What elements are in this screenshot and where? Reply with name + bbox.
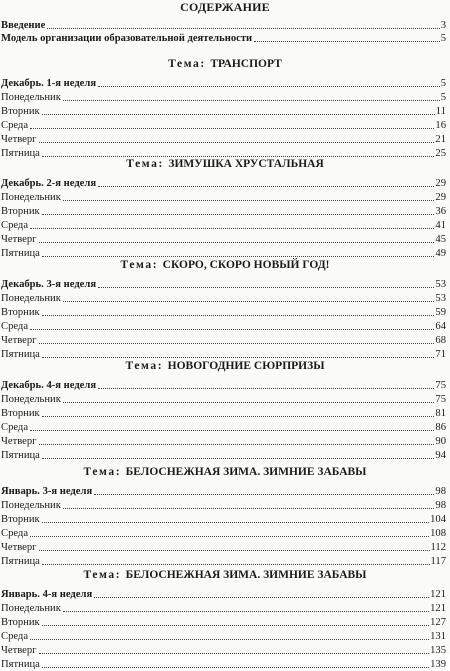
day-entry — [1, 246, 446, 260]
day-entry-page-number: 75 — [435, 394, 446, 405]
intro-entry — [1, 31, 446, 45]
day-entry — [1, 347, 446, 361]
week-entry — [1, 176, 446, 190]
dot-leader — [39, 141, 435, 143]
day-entry — [1, 392, 446, 406]
day-entry-page-number: 81 — [435, 408, 446, 419]
day-entry — [1, 540, 446, 554]
day-entry — [1, 190, 446, 204]
week-entry-label: Декабрь. 4-я неделя — [1, 380, 97, 391]
week-entry-label: Декабрь. 1-я неделя — [1, 78, 97, 89]
day-entry-page-number: 112 — [430, 542, 446, 553]
day-entry-page-number: 139 — [430, 659, 446, 670]
day-entry-label: Пятница — [1, 450, 40, 461]
day-entry-page-number: 25 — [435, 148, 446, 159]
day-entry-page-number: 41 — [435, 220, 446, 231]
day-entry — [1, 512, 446, 526]
intro-entry-page-number: 5 — [440, 33, 446, 44]
dot-leader — [63, 610, 429, 612]
week-entry-label: Декабрь. 2-я неделя — [1, 178, 97, 189]
dot-leader — [42, 356, 435, 358]
day-entry — [1, 218, 446, 232]
dot-leader — [39, 342, 435, 344]
day-entry-label: Вторник — [1, 514, 40, 525]
week-entry-page-number: 98 — [435, 486, 446, 497]
dot-leader — [39, 241, 435, 243]
day-entry-page-number: 59 — [435, 307, 446, 318]
theme-prefix: Тема: — [126, 158, 169, 170]
day-entry-page-number: 45 — [435, 234, 446, 245]
day-entry — [1, 643, 446, 657]
day-entry-label: Вторник — [1, 206, 40, 217]
dot-leader — [30, 535, 429, 537]
theme-heading — [0, 360, 450, 372]
day-entry-page-number: 121 — [430, 603, 446, 614]
day-entry-label: Четверг — [1, 542, 37, 553]
theme-heading — [0, 259, 450, 271]
theme-name: БЕЛОСНЕЖНАЯ ЗИМА. ЗИМНИЕ ЗАБАВЫ — [125, 466, 367, 478]
day-entry — [1, 615, 446, 629]
day-entry-page-number: 94 — [435, 450, 446, 461]
day-entry — [1, 118, 446, 132]
theme-name: НОВОГОДНИЕ СЮРПРИЗЫ — [167, 360, 325, 372]
dot-leader — [42, 457, 435, 459]
day-entry — [1, 104, 446, 118]
day-entry-page-number: 21 — [435, 134, 446, 145]
dot-leader — [30, 638, 429, 640]
day-entry-page-number: 68 — [435, 335, 446, 346]
dot-leader — [98, 387, 434, 389]
week-entry — [1, 587, 446, 601]
day-entry — [1, 526, 446, 540]
day-entry-label: Среда — [1, 422, 29, 433]
day-entry-page-number: 29 — [435, 192, 446, 203]
dot-leader — [47, 27, 439, 29]
day-entry-page-number: 117 — [430, 556, 446, 567]
dot-leader — [63, 401, 435, 403]
day-entry-page-number: 49 — [435, 248, 446, 259]
day-entry-page-number: 36 — [435, 206, 446, 217]
day-entry-label: Пятница — [1, 349, 40, 360]
week-entry-page-number: 75 — [435, 380, 446, 391]
intro-entry-page-number: 3 — [440, 20, 446, 31]
week-entry-label: Январь. 4-я неделя — [1, 589, 93, 600]
dot-leader — [30, 227, 434, 229]
day-entry — [1, 305, 446, 319]
day-entry-page-number: 71 — [435, 349, 446, 360]
dot-leader — [42, 563, 430, 565]
day-entry-label: Среда — [1, 120, 29, 131]
dot-leader — [98, 286, 434, 288]
day-entry-label: Понедельник — [1, 500, 61, 511]
intro-entry — [1, 18, 446, 32]
day-entry-label: Среда — [1, 528, 29, 539]
dot-leader — [63, 507, 435, 509]
day-entry-label: Среда — [1, 220, 29, 231]
dot-leader — [39, 652, 430, 654]
dot-leader — [98, 85, 440, 87]
day-entry — [1, 90, 446, 104]
week-entry — [1, 484, 446, 498]
theme-heading — [0, 569, 450, 581]
day-entry-page-number: 53 — [435, 293, 446, 304]
dot-leader — [254, 40, 440, 42]
dot-leader — [39, 443, 435, 445]
day-entry-label: Вторник — [1, 307, 40, 318]
dot-leader — [42, 521, 429, 523]
day-entry — [1, 132, 446, 146]
dot-leader — [30, 429, 434, 431]
day-entry — [1, 333, 446, 347]
theme-heading — [0, 58, 450, 70]
dot-leader — [42, 415, 435, 417]
theme-prefix: Тема: — [83, 569, 126, 581]
day-entry — [1, 498, 446, 512]
dot-leader — [42, 666, 429, 668]
day-entry-label: Пятница — [1, 556, 40, 567]
day-entry-label: Понедельник — [1, 192, 61, 203]
day-entry — [1, 657, 446, 671]
dot-leader — [42, 113, 435, 115]
day-entry-page-number: 108 — [430, 528, 446, 539]
dot-leader — [63, 199, 435, 201]
theme-name: ТРАНСПОРТ — [210, 58, 282, 70]
day-entry-page-number: 11 — [435, 106, 446, 117]
dot-leader — [94, 493, 434, 495]
day-entry — [1, 601, 446, 615]
dot-leader — [42, 624, 429, 626]
theme-name: ЗИМУШКА ХРУСТАЛЬНАЯ — [168, 158, 324, 170]
day-entry-page-number: 127 — [430, 617, 446, 628]
week-entry — [1, 378, 446, 392]
day-entry — [1, 448, 446, 462]
dot-leader — [42, 314, 435, 316]
week-entry — [1, 277, 446, 291]
day-entry — [1, 232, 446, 246]
day-entry — [1, 434, 446, 448]
theme-heading — [0, 158, 450, 170]
dot-leader — [42, 255, 435, 257]
theme-prefix: Тема: — [83, 466, 126, 478]
dot-leader — [63, 99, 440, 101]
day-entry — [1, 319, 446, 333]
dot-leader — [42, 155, 435, 157]
theme-heading — [0, 466, 450, 478]
day-entry — [1, 554, 446, 568]
day-entry-label: Вторник — [1, 617, 40, 628]
dot-leader — [30, 127, 434, 129]
week-entry-page-number: 29 — [435, 178, 446, 189]
day-entry-label: Пятница — [1, 659, 40, 670]
dot-leader — [42, 213, 435, 215]
day-entry-page-number: 5 — [440, 92, 446, 103]
day-entry-page-number: 135 — [430, 645, 446, 656]
day-entry-label: Среда — [1, 631, 29, 642]
day-entry-label: Понедельник — [1, 92, 61, 103]
day-entry-label: Понедельник — [1, 293, 61, 304]
week-entry-label: Декабрь. 3-я неделя — [1, 279, 97, 290]
day-entry — [1, 291, 446, 305]
theme-name: БЕЛОСНЕЖНАЯ ЗИМА. ЗИМНИЕ ЗАБАВЫ — [125, 569, 367, 581]
day-entry-label: Пятница — [1, 148, 40, 159]
day-entry-label: Среда — [1, 321, 29, 332]
dot-leader — [30, 328, 434, 330]
day-entry-page-number: 64 — [435, 321, 446, 332]
dot-leader — [39, 549, 430, 551]
dot-leader — [94, 596, 429, 598]
week-entry-page-number: 121 — [430, 589, 446, 600]
intro-entry-label: Модель организации образовательной деятельности — [1, 33, 253, 44]
dot-leader — [63, 300, 435, 302]
week-entry — [1, 76, 446, 90]
page-title: СОДЕРЖАНИЕ — [180, 0, 270, 14]
day-entry-page-number: 16 — [435, 120, 446, 131]
day-entry-label: Четверг — [1, 436, 37, 447]
day-entry-page-number: 98 — [435, 500, 446, 511]
day-entry-label: Четверг — [1, 134, 37, 145]
day-entry — [1, 204, 446, 218]
day-entry — [1, 406, 446, 420]
day-entry-page-number: 104 — [430, 514, 446, 525]
day-entry-label: Пятница — [1, 248, 40, 259]
day-entry-label: Понедельник — [1, 394, 61, 405]
day-entry-label: Вторник — [1, 408, 40, 419]
day-entry-page-number: 131 — [430, 631, 446, 642]
week-entry-page-number: 5 — [440, 78, 446, 89]
day-entry — [1, 629, 446, 643]
day-entry-label: Четверг — [1, 335, 37, 346]
day-entry-label: Четверг — [1, 234, 37, 245]
day-entry-page-number: 86 — [435, 422, 446, 433]
theme-prefix: Тема: — [125, 360, 168, 372]
theme-prefix: Тема: — [120, 259, 163, 271]
week-entry-page-number: 53 — [435, 279, 446, 290]
day-entry-page-number: 90 — [435, 436, 446, 447]
theme-name: СКОРО, СКОРО НОВЫЙ ГОД! — [162, 259, 330, 271]
day-entry-label: Четверг — [1, 645, 37, 656]
day-entry-label: Понедельник — [1, 603, 61, 614]
dot-leader — [98, 185, 434, 187]
week-entry-label: Январь. 3-я неделя — [1, 486, 93, 497]
day-entry — [1, 420, 446, 434]
day-entry-label: Вторник — [1, 106, 40, 117]
theme-prefix: Тема: — [168, 58, 211, 70]
intro-entry-label: Введение — [1, 20, 46, 31]
